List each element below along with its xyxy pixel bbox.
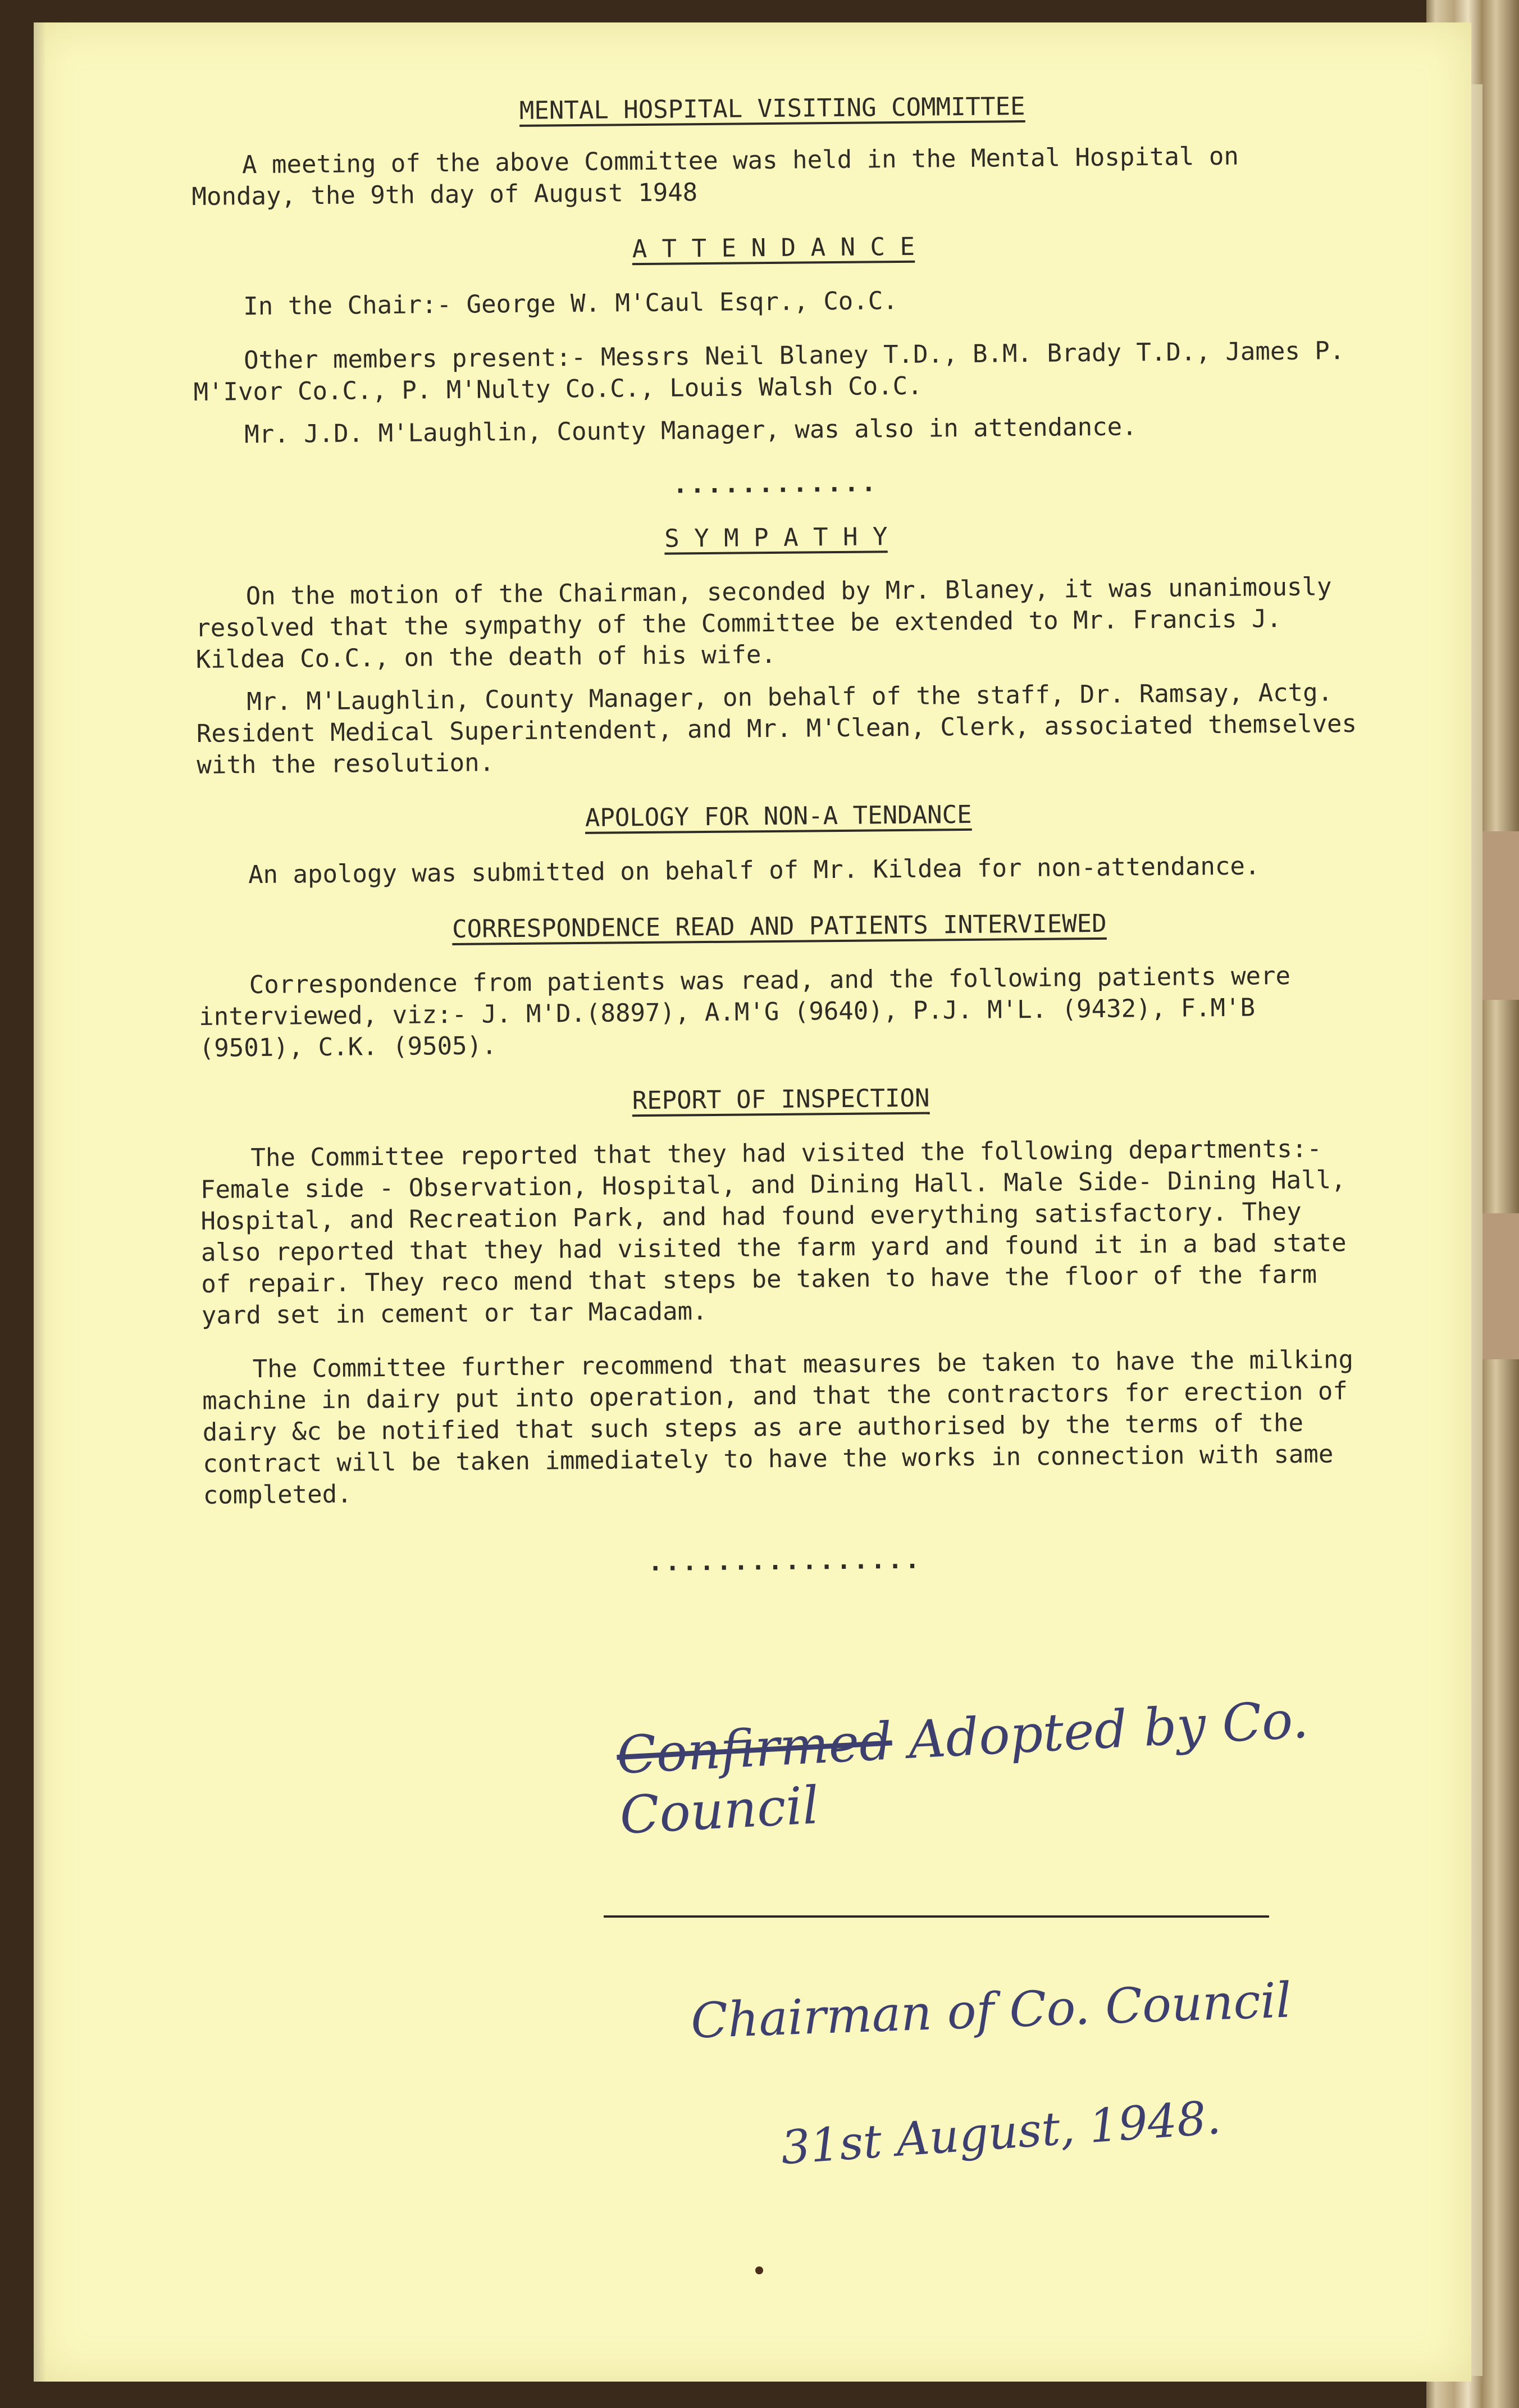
document-title: MENTAL HOSPITAL VISITING COMMITTEE [519,92,1025,125]
attendance-manager: Mr. J.D. M'Laughlin, County Manager, was also in attendance. [244,412,1137,449]
page-tab [1480,1213,1519,1359]
inspection-paragraph-1: The Committee reported that they had visited the following departments:- Female side - Observation, Hospital, and Dining Hall. Male Side- Dining Hall, Hospital, and Recreation Park, and had found everything satisfactory. They also reported that they had visited the farm yard and found it in a bad state of repair. They reco mend that steps be taken to have the floor of the farm yard set in cement or tar Macadam. [200,1134,1347,1330]
section-heading-apology: APOLOGY FOR NON-A TENDANCE [585,800,972,832]
handwritten-date: 31st August, 1948. [779,2091,1223,2175]
section-heading-sympathy: S Y M P A T H Y [664,522,888,553]
sympathy-paragraph-1: On the motion of the Chairman, seconded by Mr. Blaney, it was unanimously resolved that the sympathy of the Committee be extended to Mr. Francis J. Kildea Co.C., on the death of his wife. [195,572,1332,674]
page-edge-shadow [34,22,46,2382]
adopted-text: Adopted by Co. Council [618,1689,1310,1846]
attendance-members: Other members present:- Messrs Neil Blaney T.D., B.M. Brady T.D., James P. M'Ivor Co.C., P. M'Nulty Co.C., Louis Walsh Co.C. [193,336,1345,407]
inspection-paragraph-2: The Committee further recommend that measures be taken to have the milking machine in dairy put into operation, and that the contractors for erection of dairy &c be notified that such steps as are authorised by the terms of the contract will be taken immediately to have the works in connection with same completed. [202,1345,1354,1510]
section-heading-inspection: REPORT OF INSPECTION [632,1084,930,1116]
correspondence-text: Correspondence from patients was read, and the following patients were interviewed, viz:- J. M'D.(8897), A.M'G (9640), P.J. M'L. (9432), F.M'B (9501), C.K. (9505). [199,961,1291,1063]
separator-dots: ............ [672,468,879,499]
end-separator-dots: ................ [647,1545,922,1577]
ink-spot [755,2266,763,2274]
struck-word: Confirmed [615,1711,894,1786]
attendance-chair: In the Chair:- George W. M'Caul Esqr., Co.C. [243,286,898,321]
section-heading-attendance: A T T E N D A N C E [632,232,915,264]
sympathy-paragraph-2: Mr. M'Laughlin, County Manager, on behalf of the staff, Dr. Ramsay, Actg. Resident Medical Superintendent, and Mr. M'Clean, Clerk, associated themselves with the resolution. [196,678,1357,780]
page-tab [1480,831,1519,1000]
apology-text: An apology was submitted on behalf of Mr. Kildea for non-attendance. [248,852,1260,890]
section-heading-correspondence: CORRESPONDENCE READ AND PATIENTS INTERVIEWED [451,909,1107,944]
handwritten-chairman: Chairman of Co. Council [690,1972,1293,2050]
signature-line [604,1915,1269,1918]
typed-minutes [191,88,1366,1605]
meeting-intro: A meeting of the above Committee was held in the Mental Hospital on Monday, the 9th day of August 1948 [191,142,1239,211]
